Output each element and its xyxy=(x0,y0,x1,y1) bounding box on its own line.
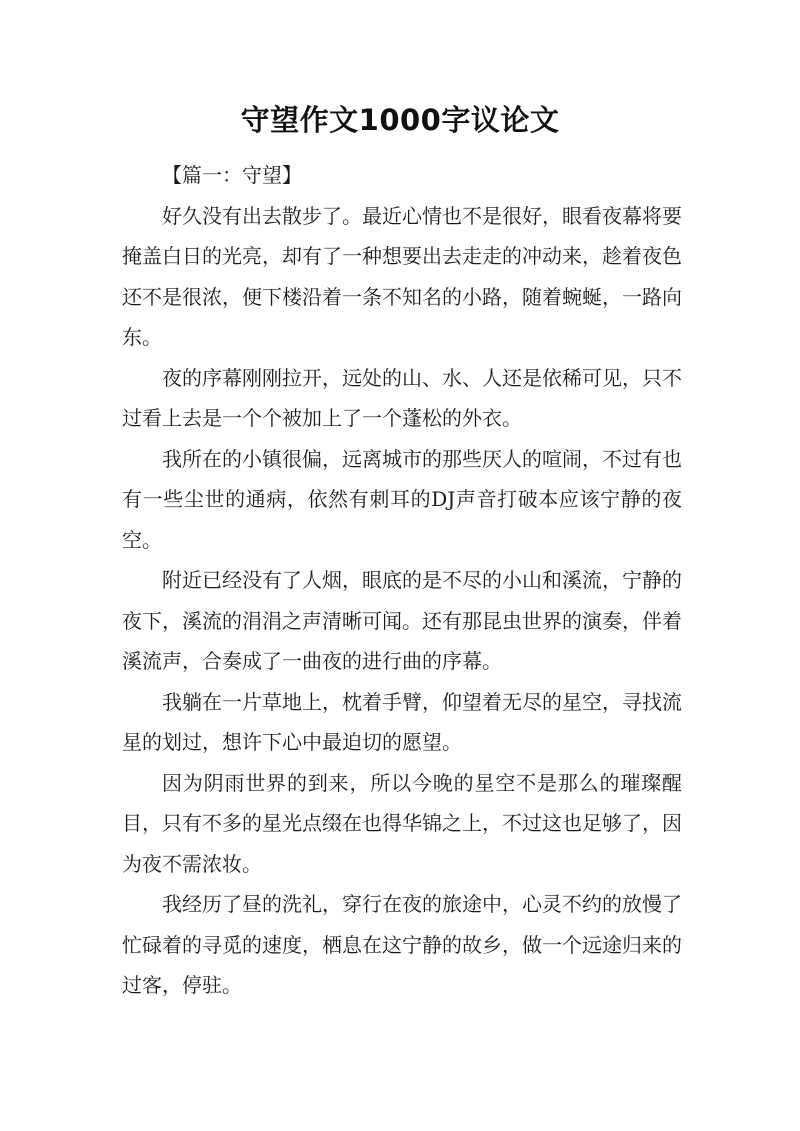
document-body xyxy=(122,155,682,1006)
paragraph: 我躺在一片草地上，枕着手臂，仰望着无尽的星空，寻找流星的划过，想许下心中最迫切的愿望。 xyxy=(122,689,682,754)
paragraph: 我所在的小镇很偏，远离城市的那些厌人的喧闹，不过有也有一些尘世的通病，依然有刺耳的DJ声音打破本应该宁静的夜空。 xyxy=(122,446,682,552)
paragraph: 夜的序幕刚刚拉开，远处的山、水、人还是依稀可见，只不过看上去是一个个被加上了一个蓬松的外衣。 xyxy=(122,365,682,430)
paragraph: 我经历了昼的洗礼，穿行在夜的旅途中，心灵不约的放慢了忙碌着的寻觅的速度，栖息在这宁静的故乡，做一个远途归来的过客，停驻。 xyxy=(122,892,682,997)
document-title: 守望作文1000字议论文 xyxy=(240,103,560,137)
paragraph: 好久没有出去散步了。最近心情也不是很好，眼看夜幕将要掩盖白日的光亮，却有了一种想要出去走走的冲动来，趁着夜色还不是很浓，便下楼沿着一条不知名的小路，随着蜿蜒，一路向东。 xyxy=(122,203,682,349)
section-label: 【篇一：守望】 xyxy=(162,163,302,187)
paragraph: 因为阴雨世界的到来，所以今晚的星空不是那么的璀璨醒目，只有不多的星光点缀在也得华锦之上，不过这也足够了，因为夜不需浓妆。 xyxy=(122,770,682,876)
paragraph: 附近已经没有了人烟，眼底的是不尽的小山和溪流，宁静的夜下，溪流的涓涓之声清晰可闻。还有那昆虫世界的演奏，伴着溪流声，合奏成了一曲夜的进行曲的序幕。 xyxy=(122,568,682,673)
